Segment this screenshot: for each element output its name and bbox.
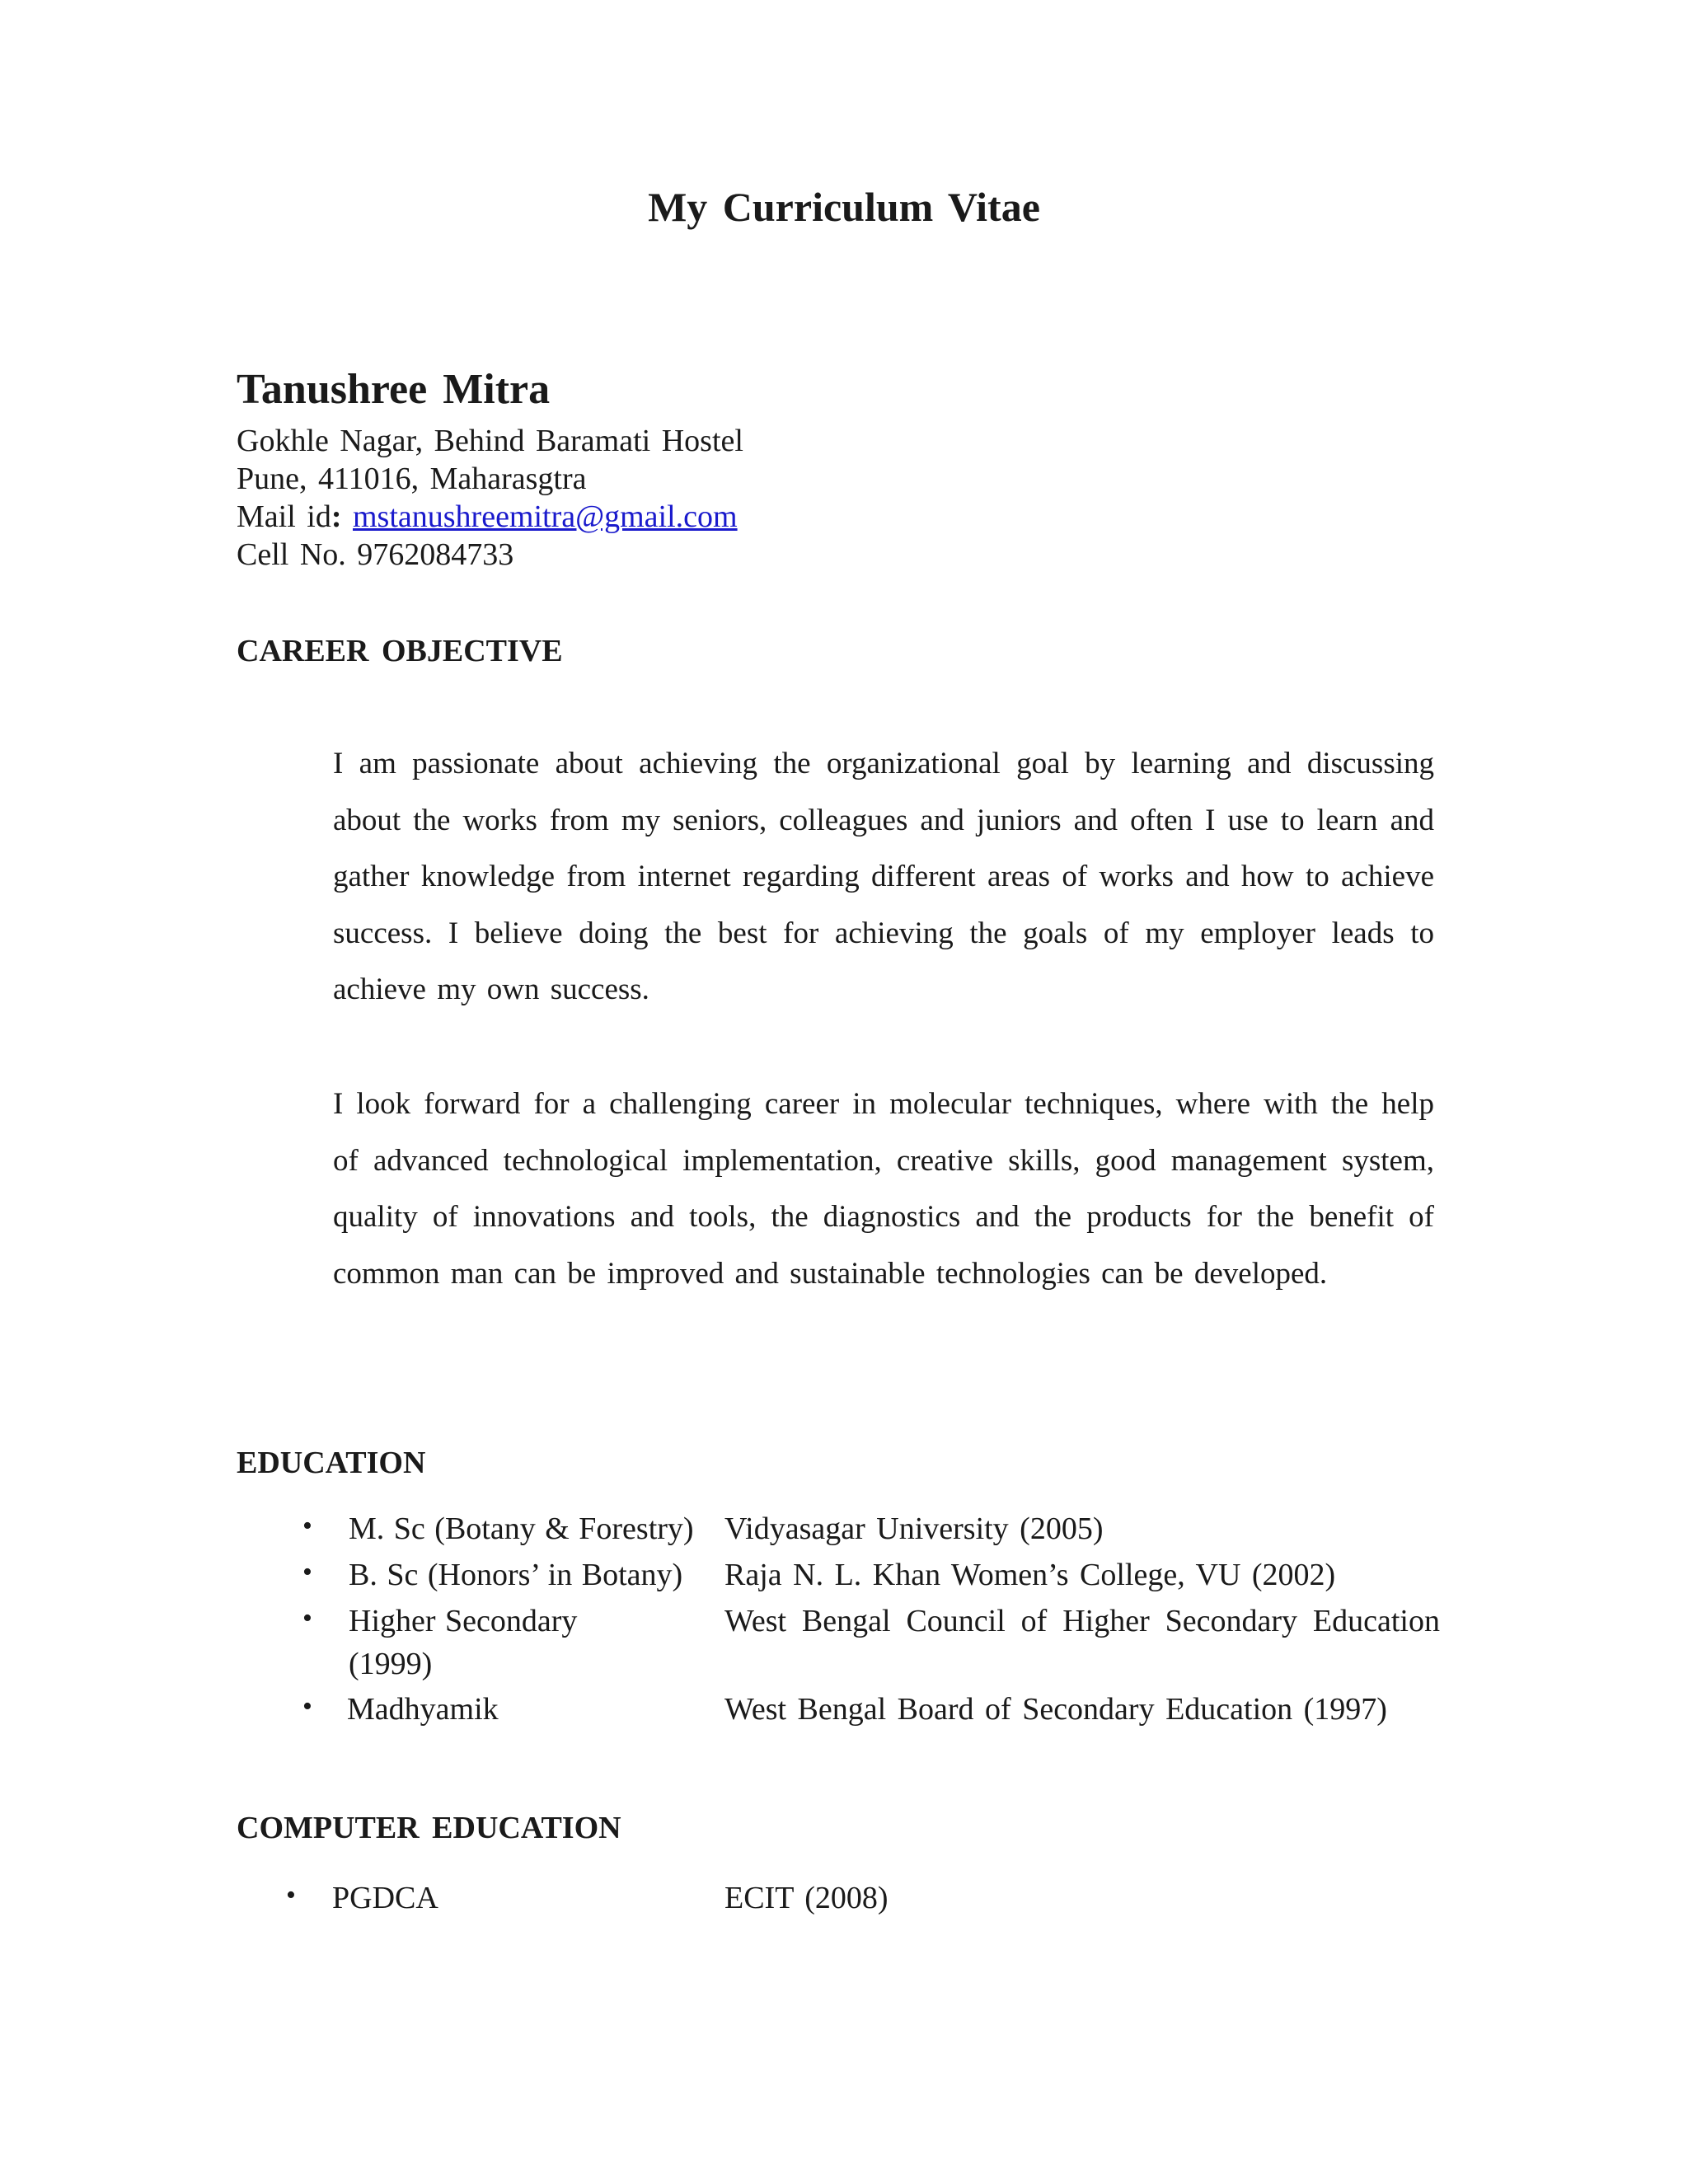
education-list — [237, 1511, 1440, 1737]
mail-line — [237, 498, 743, 536]
mail-colon: : — [331, 499, 342, 534]
career-objective-paragraph-1: I am passionate about achieving the organizational goal by learning and discussing about the works from my seniors, colleagues and juniors and often I use to learn and gather knowledge from internet regarding different areas of works and how to achieve success. I believe doing the best for achieving the goals of my employer leads to achieve my own success. — [333, 747, 1434, 1006]
education-institution: West Bengal Board of Secondary Education (1997) — [724, 1692, 1387, 1727]
bullet: • — [302, 1511, 312, 1541]
contact-block — [237, 422, 743, 574]
bullet: • — [286, 1880, 296, 1910]
person-name: Tanushree Mitra — [237, 366, 551, 413]
education-institution: West Bengal Council of Higher Secondary Education — [724, 1604, 1440, 1638]
address-line-2: Pune, 411016, Maharasgtra — [237, 462, 587, 496]
career-objective-heading: CAREER OBJECTIVE — [237, 634, 563, 668]
bullet: • — [302, 1603, 312, 1633]
education-item — [237, 1511, 1440, 1557]
computer-education-item — [237, 1880, 1440, 1926]
computer-course: PGDCA — [332, 1881, 438, 1915]
education-heading: EDUCATION — [237, 1446, 426, 1480]
cell-line — [237, 536, 743, 574]
career-objective-paragraph-2: I look forward for a challenging career in molecular techniques, where with the help of advanced technological implementation, creative skills, good management system, quality of innovations and tools, the diagnostics and the products for the benefit of common man can be improved and sustainable technologies can be developed. — [333, 1087, 1434, 1291]
education-institution: Vidyasagar University (2005) — [724, 1511, 1104, 1546]
education-item — [237, 1557, 1440, 1603]
education-institution: Raja N. L. Khan Women’s College, VU (2002) — [724, 1558, 1336, 1592]
education-year: (1999) — [349, 1647, 433, 1681]
cell-label: Cell No. — [237, 537, 346, 572]
bullet: • — [302, 1691, 312, 1722]
education-item — [237, 1691, 1440, 1737]
education-degree: Madhyamik — [347, 1692, 499, 1727]
computer-education-heading: COMPUTER EDUCATION — [237, 1811, 621, 1845]
bullet: • — [302, 1557, 312, 1587]
address-line-1: Gokhle Nagar, Behind Baramati Hostel — [237, 424, 743, 458]
education-degree: Higher Secondary — [349, 1604, 578, 1638]
computer-education-list — [237, 1880, 1440, 1926]
cell-number: 9762084733 — [357, 537, 514, 572]
email-link[interactable]: mstanushreemitra@gmail.com — [352, 499, 738, 534]
computer-institution: ECIT (2008) — [724, 1881, 889, 1915]
education-degree: B. Sc (Honors’ in Botany) — [349, 1558, 683, 1592]
education-degree: M. Sc (Botany & Forestry) — [349, 1511, 694, 1546]
document-title: My Curriculum Vitae — [648, 184, 1040, 230]
education-item — [237, 1603, 1440, 1691]
mail-label: Mail id — [237, 499, 331, 534]
